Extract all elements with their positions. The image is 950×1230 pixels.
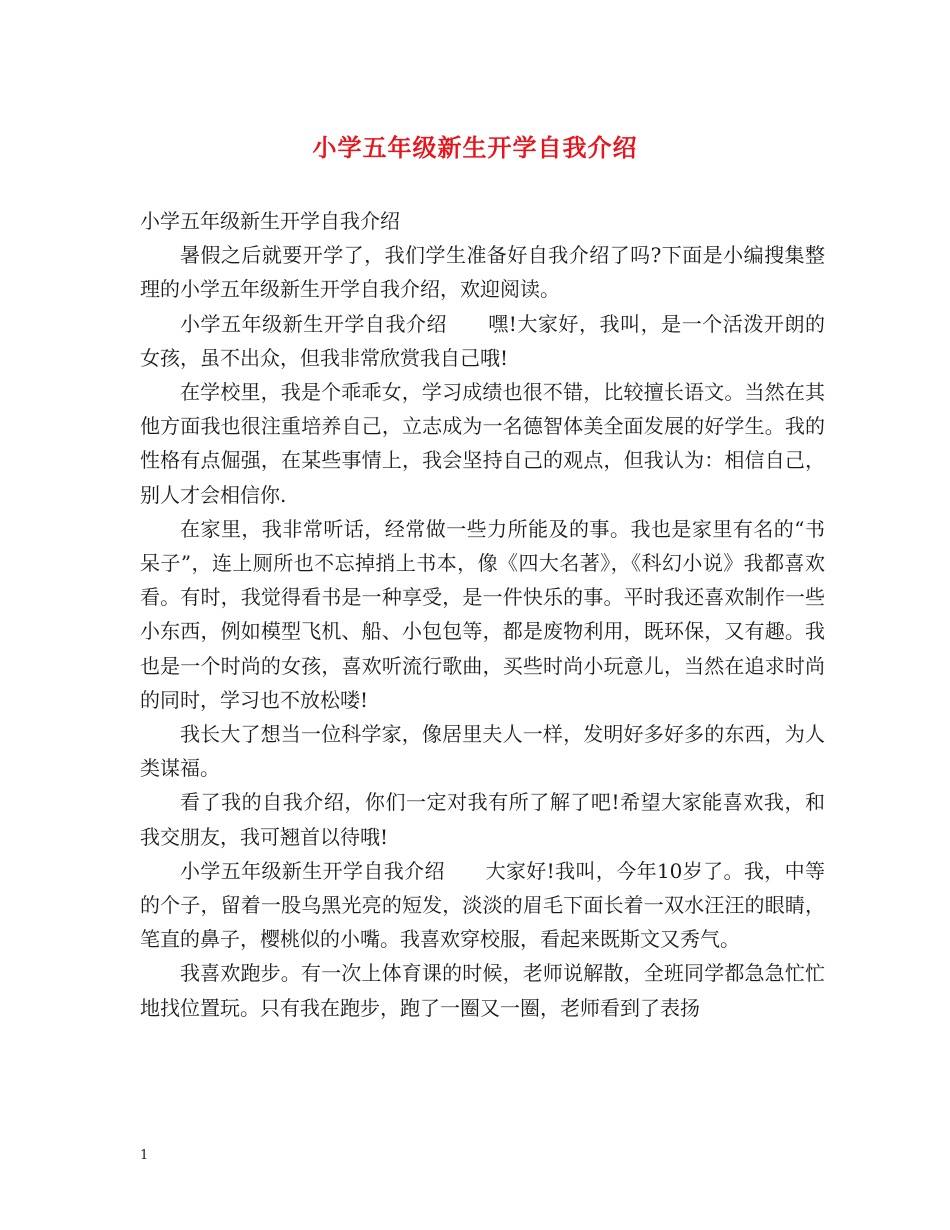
paragraph: 小学五年级新生开学自我介绍 嘿!大家好，我叫，是一个活泼开朗的女孩，虽不出众，但我非常欣赏我自己哦! bbox=[140, 311, 825, 370]
paragraph: 在学校里，我是个乖乖女，学习成绩也很不错，比较擅长语文。当然在其他方面我也很注重培养自己，立志成为一名德智体美全面发展的好学生。我的性格有点倔强，在某些事情上，我会坚持自己的观点，但我认为：相信自己，别人才会相信你. bbox=[140, 380, 825, 507]
document-title: 小学五年级新生开学自我介绍 bbox=[312, 133, 638, 162]
paragraph: 暑假之后就要开学了，我们学生准备好自我介绍了吗?下面是小编搜集整理的小学五年级新生开学自我介绍，欢迎阅读。 bbox=[140, 243, 825, 302]
paragraph: 小学五年级新生开学自我介绍 大家好!我叫，今年10岁了。我，中等的个子，留着一股乌黑光亮的短发，淡淡的眉毛下面长着一双水汪汪的眼睛，笔直的鼻子，樱桃似的小嘴。我喜欢穿校服，看起来既斯文又秀气。 bbox=[140, 858, 825, 952]
document-subtitle: 小学五年级新生开学自我介绍 bbox=[140, 209, 400, 233]
document-body bbox=[140, 204, 825, 1025]
page-number: 1 bbox=[140, 1148, 149, 1163]
paragraph: 看了我的自我介绍，你们一定对我有所了解了吧!希望大家能喜欢我，和我交朋友，我可翘首以待哦! bbox=[140, 790, 825, 849]
paragraph: 我喜欢跑步。有一次上体育课的时候，老师说解散，全班同学都急急忙忙地找位置玩。只有我在跑步，跑了一圈又一圈，老师看到了表扬 bbox=[140, 961, 825, 1020]
paragraph: 我长大了想当一位科学家，像居里夫人一样，发明好多好多的东西，为人类谋福。 bbox=[140, 722, 825, 781]
paragraph: 在家里，我非常听话，经常做一些力所能及的事。我也是家里有名的“书呆子”，连上厕所也不忘掉捎上书本，像《四大名著》，《科幻小说》我都喜欢看。有时，我觉得看书是一种享受，是一件快乐的事。平时我还喜欢制作一些小东西，例如模型飞机、船、小包包等，都是废物利用，既环保，又有趣。我也是一个时尚的女孩，喜欢听流行歌曲，买些时尚小玩意儿，当然在追求时尚的同时，学习也不放松喽! bbox=[140, 516, 825, 712]
